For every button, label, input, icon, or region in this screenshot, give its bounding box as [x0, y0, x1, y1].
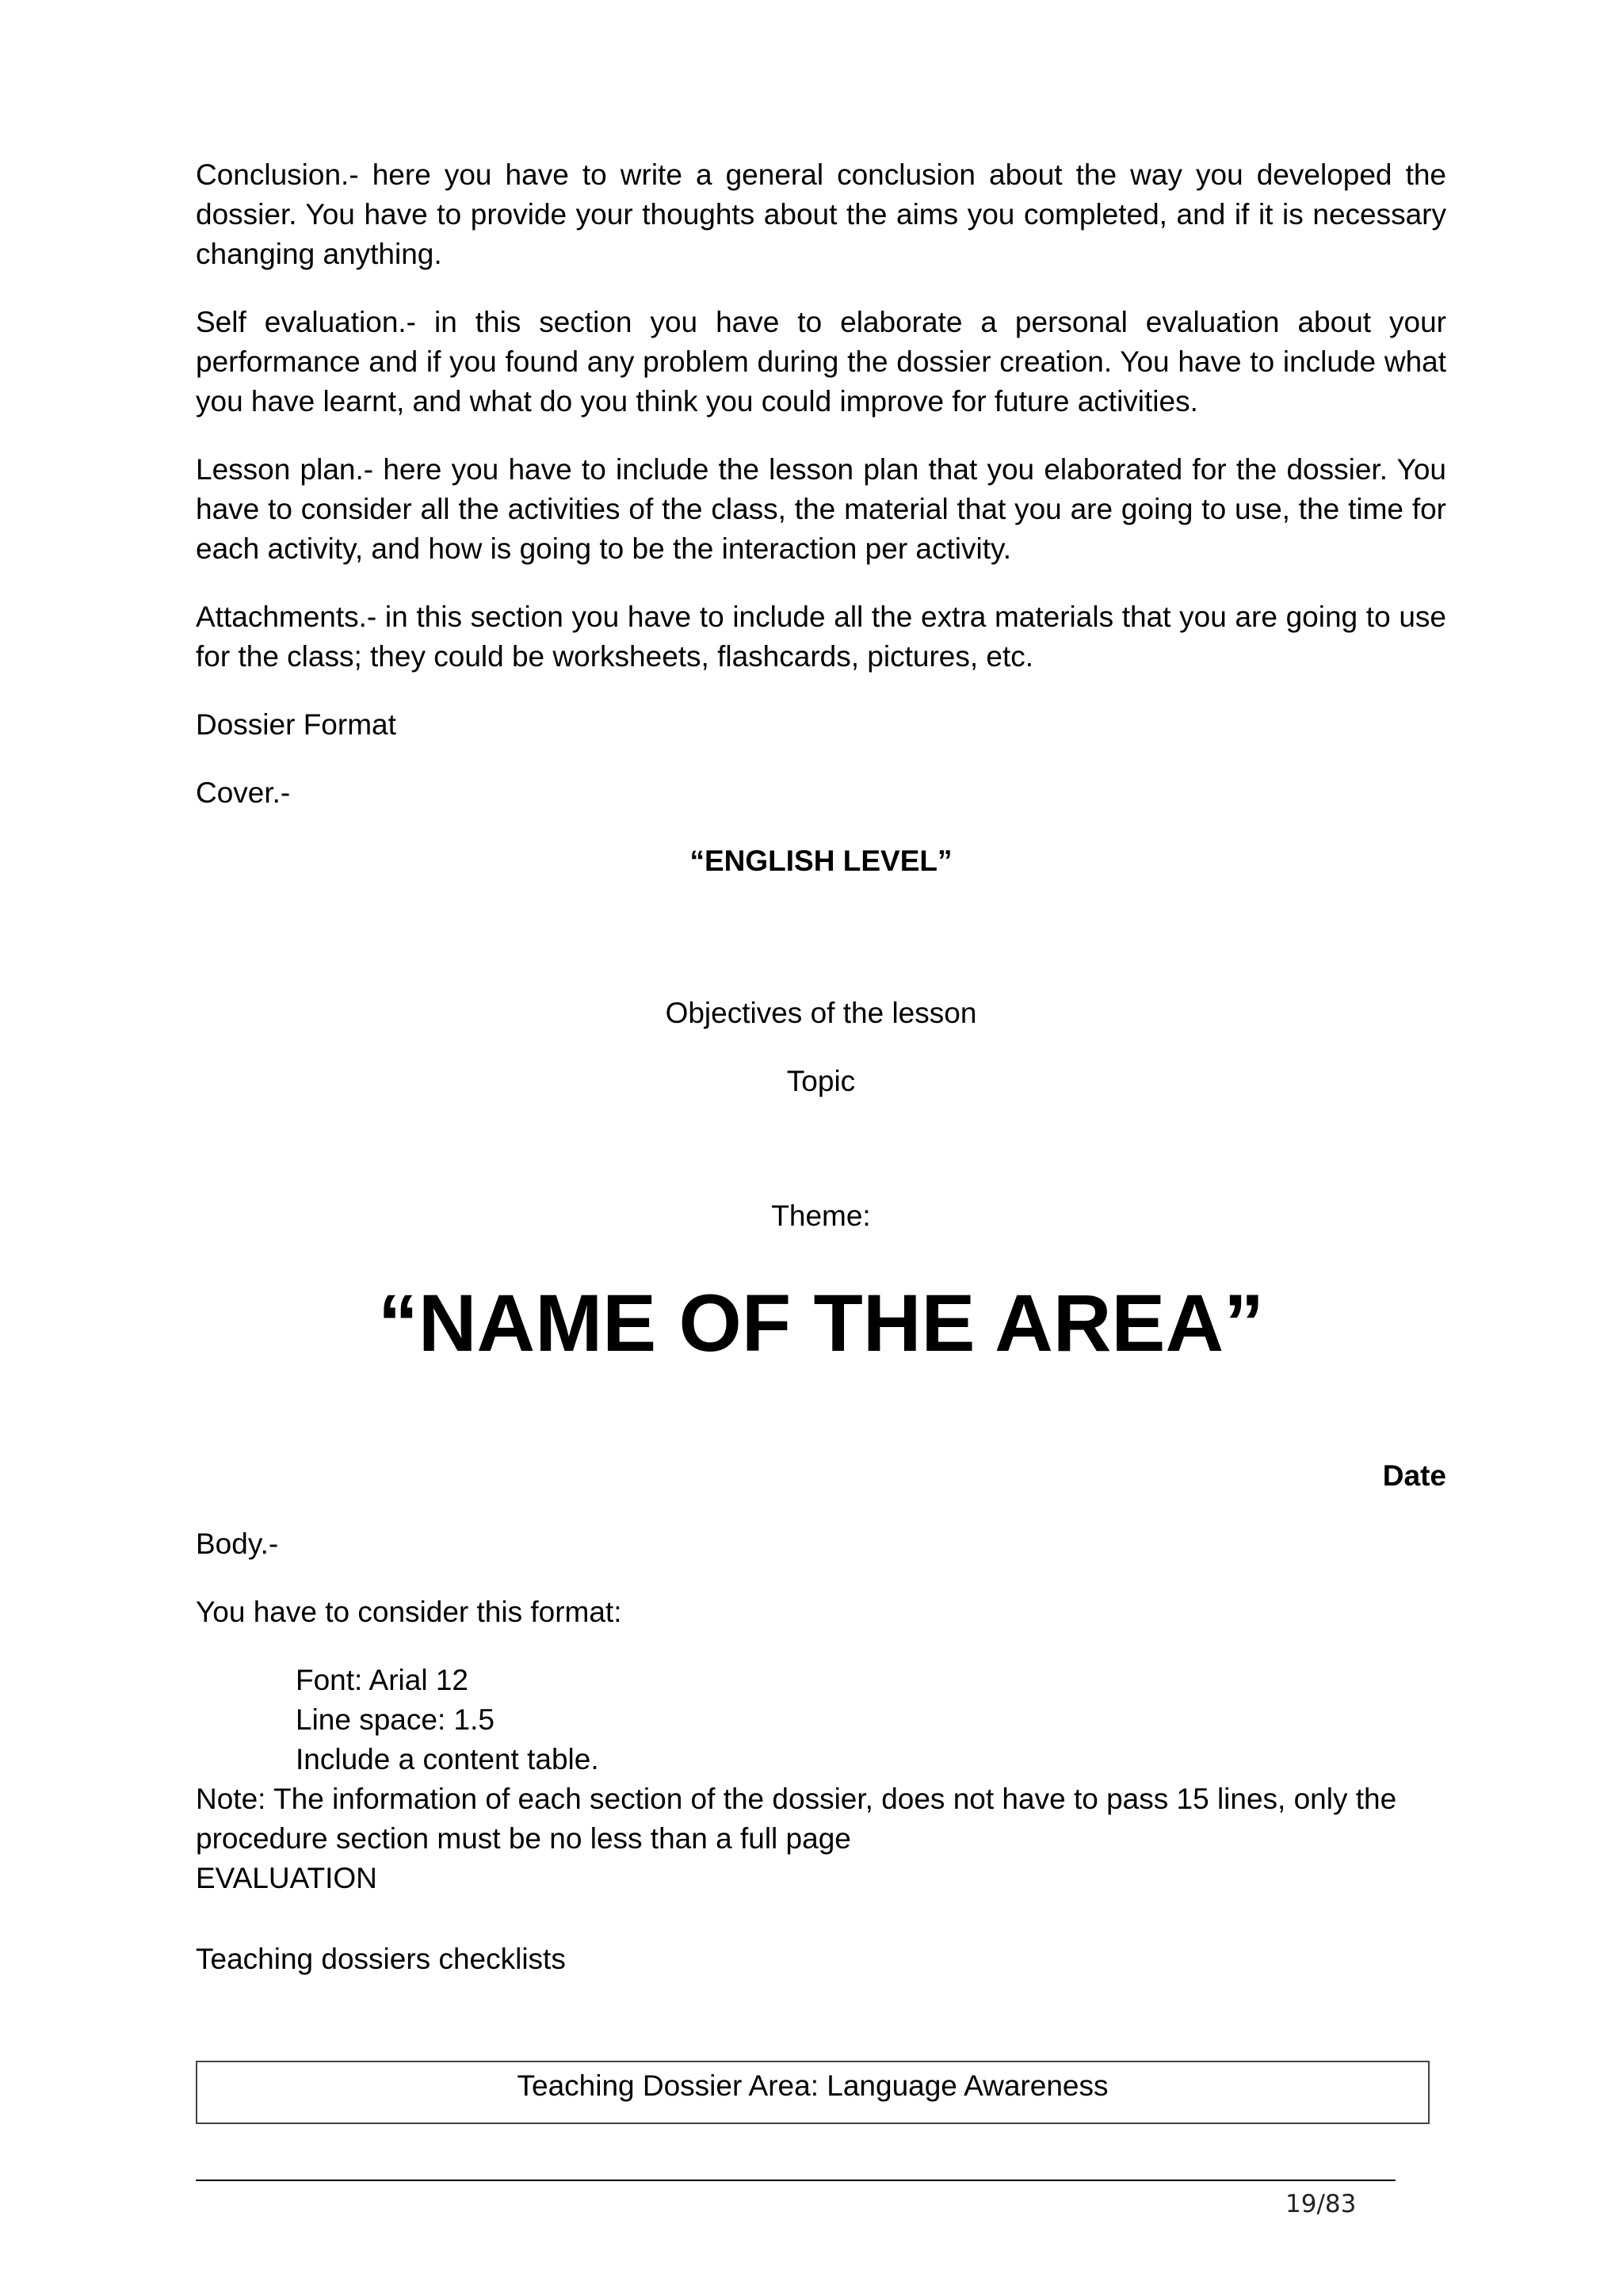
footer-divider	[196, 2180, 1396, 2181]
cover-topic: Topic	[786, 1065, 856, 1097]
checklist-table-header-text: Teaching Dossier Area: Language Awareness	[517, 2069, 1109, 2102]
self-evaluation-paragraph: Self evaluation.- in this section you have to elaborate a personal evaluation about your performance and if you found any problem during the dossier creation. You have to include what you have learnt, and what do you think you could improve for future activities.	[196, 306, 1446, 418]
cover-date: Date	[1382, 1459, 1446, 1492]
note-line-1: Note: The information of each section of the dossier, does not have to pass 15 lines, only the	[196, 1783, 1397, 1815]
page-body	[196, 155, 1446, 1979]
lesson-plan-paragraph: Lesson plan.- here you have to include the lesson plan that you elaborated for the dossier. You have to consider all the activities of the class, the material that you are going to use, the time for each activity, and how is going to be the interaction per activity.	[196, 453, 1446, 565]
checklists-heading: Teaching dossiers checklists	[196, 1943, 566, 1975]
attachments-paragraph: Attachments.- in this section you have to include all the extra materials that you are going to use for the class; they could be worksheets, flashcards, pictures, etc.	[196, 601, 1446, 673]
evaluation-heading: EVALUATION	[196, 1862, 377, 1894]
cover-english-level: “ENGLISH LEVEL”	[689, 845, 953, 877]
note-line-2: procedure section must be no less than a full page	[196, 1822, 851, 1855]
checklist-table-header	[196, 2061, 1430, 2124]
format-item-line-space: Line space: 1.5	[296, 1703, 495, 1736]
body-label: Body.-	[196, 1527, 279, 1560]
conclusion-paragraph: Conclusion.- here you have to write a general conclusion about the way you developed the dossier. You have to provide your thoughts about the aims you completed, and if it is necessary changing anything.	[196, 158, 1446, 270]
cover-area-name: “NAME OF THE AREA”	[377, 1278, 1265, 1368]
cover-theme: Theme:	[771, 1199, 871, 1232]
body-intro: You have to consider this format:	[196, 1596, 622, 1628]
cover-label: Cover.-	[196, 776, 291, 809]
format-item-font: Font: Arial 12	[296, 1664, 469, 1696]
page-number: 19/83	[1285, 2190, 1357, 2218]
format-item-content-table: Include a content table.	[296, 1743, 599, 1775]
cover-objectives: Objectives of the lesson	[665, 997, 977, 1029]
format-list	[196, 1661, 1446, 1779]
dossier-format-heading: Dossier Format	[196, 708, 396, 741]
